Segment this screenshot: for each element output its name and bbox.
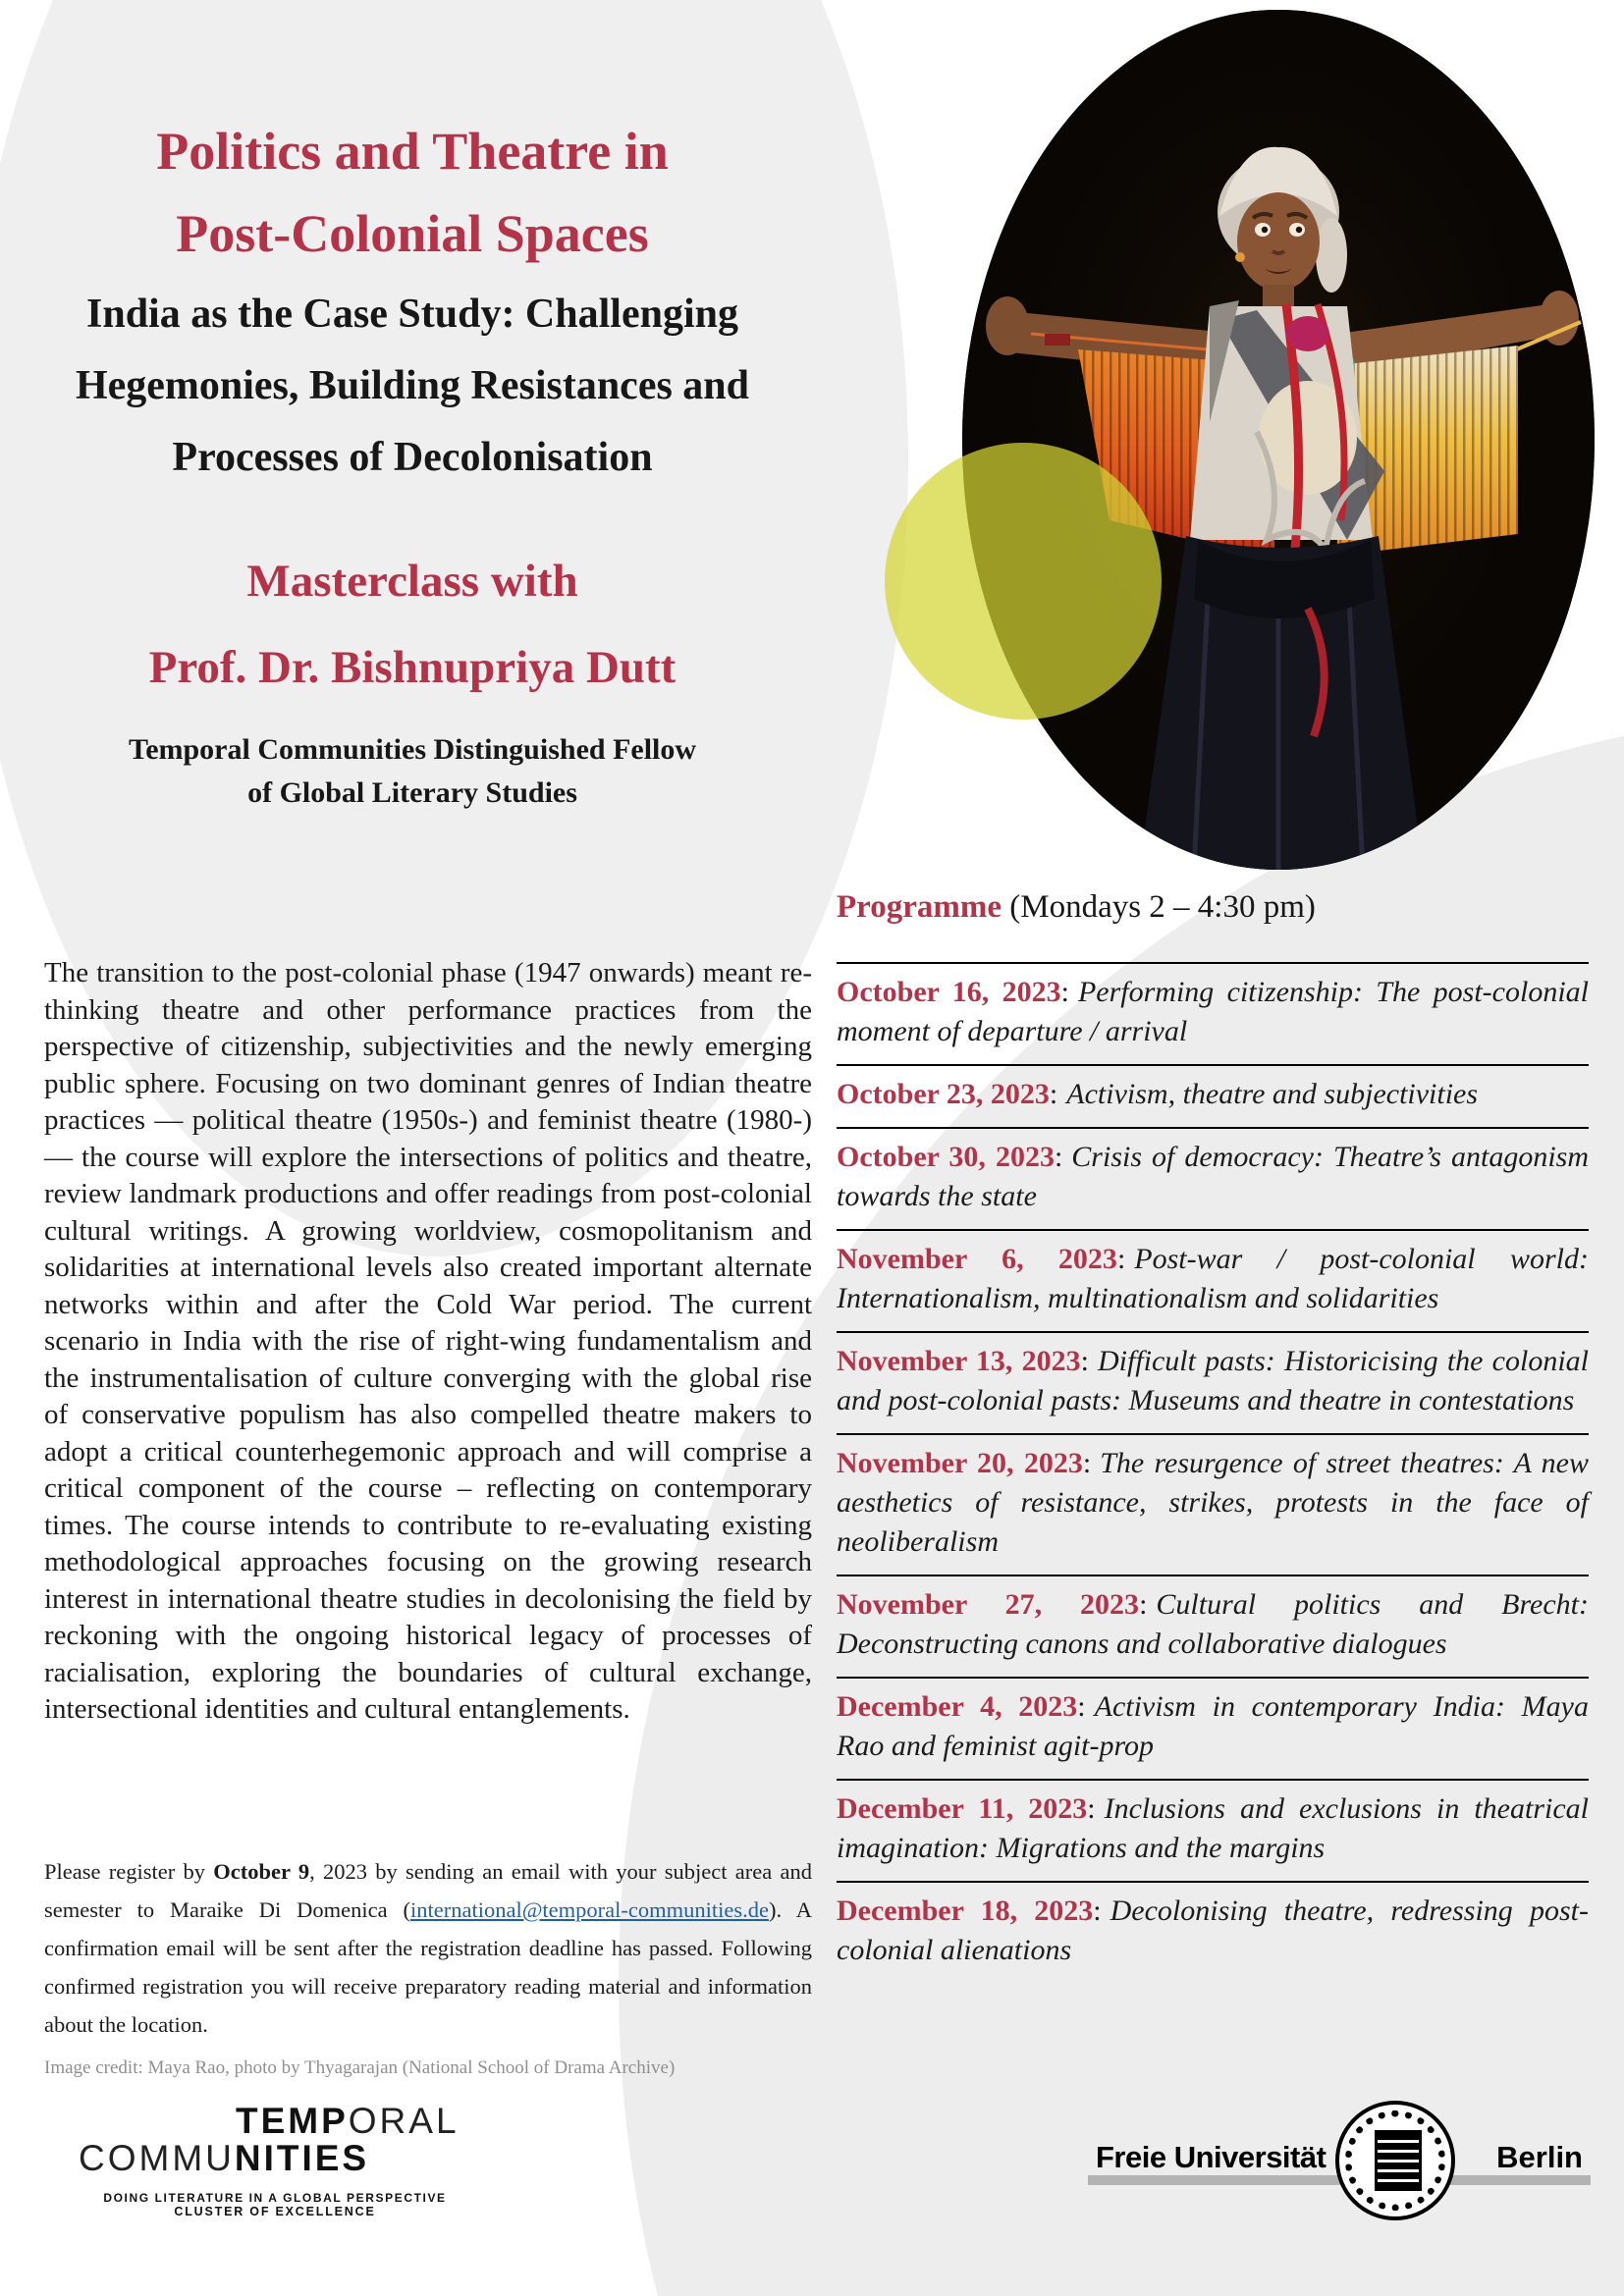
programme-entry-separator: : xyxy=(1054,1141,1063,1173)
programme-entry-date: December 18, 2023 xyxy=(837,1895,1094,1927)
tc-logo-line1 xyxy=(79,2103,471,2140)
image-credit: Image credit: Maya Rao, photo by Thyagarajan (National School of Drama Archive) xyxy=(44,2057,676,2078)
page-title-line1: Politics and Theatre in xyxy=(156,122,669,181)
programme-entry-date: December 4, 2023 xyxy=(837,1690,1078,1723)
tc-logo-line1-light: ORAL xyxy=(348,2101,460,2141)
programme-entry-title: Crisis of democracy: Theatre’s antagonism towards the state xyxy=(837,1141,1589,1212)
page-subtitle-line2: Hegemonies, Building Resistances and xyxy=(75,363,750,408)
tc-logo-tagline2: CLUSTER OF EXCELLENCE xyxy=(174,2205,376,2218)
programme-entry xyxy=(837,962,1589,1064)
fellow-line1: Temporal Communities Distinguished Fellow xyxy=(128,733,697,766)
fellow-line2: of Global Literary Studies xyxy=(247,776,577,809)
programme-entry-title: Decolonising theatre, redressing post-colonial alienations xyxy=(837,1895,1590,1966)
fu-berlin-seal-icon xyxy=(1335,2101,1455,2220)
masterclass-line1: Masterclass with xyxy=(246,556,578,607)
registration-text-pre: Please register by xyxy=(44,1859,214,1884)
programme-entry xyxy=(837,1677,1589,1779)
programme-entry-separator: : xyxy=(1080,1345,1089,1377)
programme-entry-date: November 6, 2023 xyxy=(837,1243,1117,1275)
tc-logo-line2-bold: NITIES xyxy=(234,2138,370,2178)
programme-entry-date: October 16, 2023 xyxy=(837,976,1061,1008)
programme-entry-separator: : xyxy=(1139,1588,1148,1621)
masterclass-line2: Prof. Dr. Bishnupriya Dutt xyxy=(148,642,677,693)
yellow-circle-decor xyxy=(885,443,1162,720)
course-description: The transition to the post-colonial phase (1947 onwards) meant re-thinking theatre and other performance practices from the perspective of citizenship, subjectivities and the newly emerging public sphere. Focusing on two dominant genres of Indian theatre practices — political theatre (1950s-) and feminist theatre (1980-) — the course will explore the intersections of politics and theatre, review landmark productions and offer readings from post-colonial cultural writings. A growing worldview, cosmopolitanism and solidarities at international levels also created important alternate networks within and after the Cold War period. The current scenario in India with the rise of right-wing fundamentalism and the instrumentalisation of culture converging with the global rise of conservative populism has also compelled theatre makers to adopt a critical counterhegemonic approach and will comprise a critical component of the course – reflecting on contemporary times. The course intends to contribute to re-evaluating existing methodological approaches focusing on the growing research interest in international theatre studies in decolonising the field by reckoning with the ongoing historical legacy of processes of racialisation, exploring the boundaries of cultural exchange, intersectional identities and cultural entanglements. xyxy=(44,957,812,1725)
programme-entry xyxy=(837,1881,1589,1983)
fellow-subheading xyxy=(29,728,795,815)
programme-section xyxy=(837,885,1589,1983)
registration-deadline: October 9 xyxy=(213,1859,310,1884)
page-subtitle xyxy=(29,279,795,494)
performer-photo-illustration xyxy=(962,10,1595,870)
programme-schedule: (Mondays 2 – 4:30 pm) xyxy=(1001,889,1316,925)
programme-entry-separator: : xyxy=(1093,1895,1102,1927)
registration-text-mid: , 2023 by sending an email with your subject area and semester to Maraike Di Domenica ( xyxy=(44,1859,812,1922)
programme-entry-date: November 27, 2023 xyxy=(837,1588,1140,1621)
programme-entry-date: December 11, 2023 xyxy=(837,1792,1088,1825)
programme-entry-separator: : xyxy=(1077,1690,1086,1723)
programme-entry-title: Activism, theatre and subjectivities xyxy=(1066,1078,1479,1110)
programme-entry-title: Inclusions and exclusions in theatrical imagination: Migrations and the margins xyxy=(837,1792,1589,1864)
programme-entry-title: Difficult pasts: Historicising the colonial and post-colonial pasts: Museums and theatre in contestations xyxy=(837,1345,1589,1416)
page-title xyxy=(29,110,795,275)
programme-entry-title: Performing citizenship: The post-colonial moment of departure / arrival xyxy=(837,976,1589,1047)
programme-heading-label: Programme xyxy=(837,889,1001,925)
tc-logo-line1-bold: TEMP xyxy=(236,2101,349,2141)
registration-email-link[interactable]: international@temporal-communities.de xyxy=(410,1897,769,1922)
programme-entry xyxy=(837,1331,1589,1433)
tc-logo-line2 xyxy=(79,2140,471,2177)
programme-list xyxy=(837,962,1589,1983)
tc-logo-tagline1: DOING LITERATURE IN A GLOBAL PERSPECTIVE xyxy=(103,2191,447,2205)
fu-seal-emblem xyxy=(1375,2130,1422,2191)
masterclass-heading xyxy=(29,538,795,711)
programme-entry-title: Post-war / post-colonial world: Internationalism, multinationalism and solidarities xyxy=(837,1243,1589,1314)
programme-entry-separator: : xyxy=(1082,1447,1092,1479)
programme-entry xyxy=(837,1575,1589,1677)
programme-entry xyxy=(837,1433,1589,1575)
programme-entry-date: October 30, 2023 xyxy=(837,1141,1055,1173)
programme-entry-title: The resurgence of street theatres: A new aesthetics of resistance, strikes, protests in the face of neoliberalism xyxy=(837,1447,1589,1558)
programme-entry-title: Cultural politics and Brecht: Deconstructing canons and collaborative dialogues xyxy=(837,1588,1589,1660)
programme-heading xyxy=(837,885,1589,929)
page-title-line2: Post-Colonial Spaces xyxy=(176,204,649,263)
programme-entry-separator: : xyxy=(1087,1792,1096,1825)
registration-text-post: ). A confirmation email will be sent after the registration deadline has passed. Following confirmed registration you will receive preparatory reading material and information about the location. xyxy=(44,1897,812,2037)
programme-entry-separator: : xyxy=(1049,1078,1058,1110)
programme-entry xyxy=(837,1229,1589,1331)
programme-entry-title: Activism in contemporary India: Maya Rao and feminist agit-prop xyxy=(837,1690,1589,1762)
page-subtitle-line3: Processes of Decolonisation xyxy=(172,435,653,480)
programme-entry-separator: : xyxy=(1060,976,1069,1008)
performer-photo xyxy=(962,10,1595,870)
programme-entry xyxy=(837,1064,1589,1127)
registration-note xyxy=(44,1852,812,2044)
fu-berlin-logo xyxy=(1080,2101,1595,2228)
programme-entry-date: October 23, 2023 xyxy=(837,1078,1050,1110)
programme-entry-date: November 13, 2023 xyxy=(837,1345,1081,1377)
programme-entry-separator: : xyxy=(1116,1243,1126,1275)
fu-logo-text-right: Berlin xyxy=(1496,2140,1583,2174)
page-subtitle-line1: India as the Case Study: Challenging xyxy=(86,292,738,337)
tc-logo-line2-light: COMMU xyxy=(79,2138,235,2178)
fu-logo-text-left: Freie Universität xyxy=(1096,2140,1326,2174)
programme-entry xyxy=(837,1127,1589,1229)
temporal-communities-logo xyxy=(79,2103,471,2218)
programme-entry-date: November 20, 2023 xyxy=(837,1447,1083,1479)
programme-entry xyxy=(837,1779,1589,1881)
